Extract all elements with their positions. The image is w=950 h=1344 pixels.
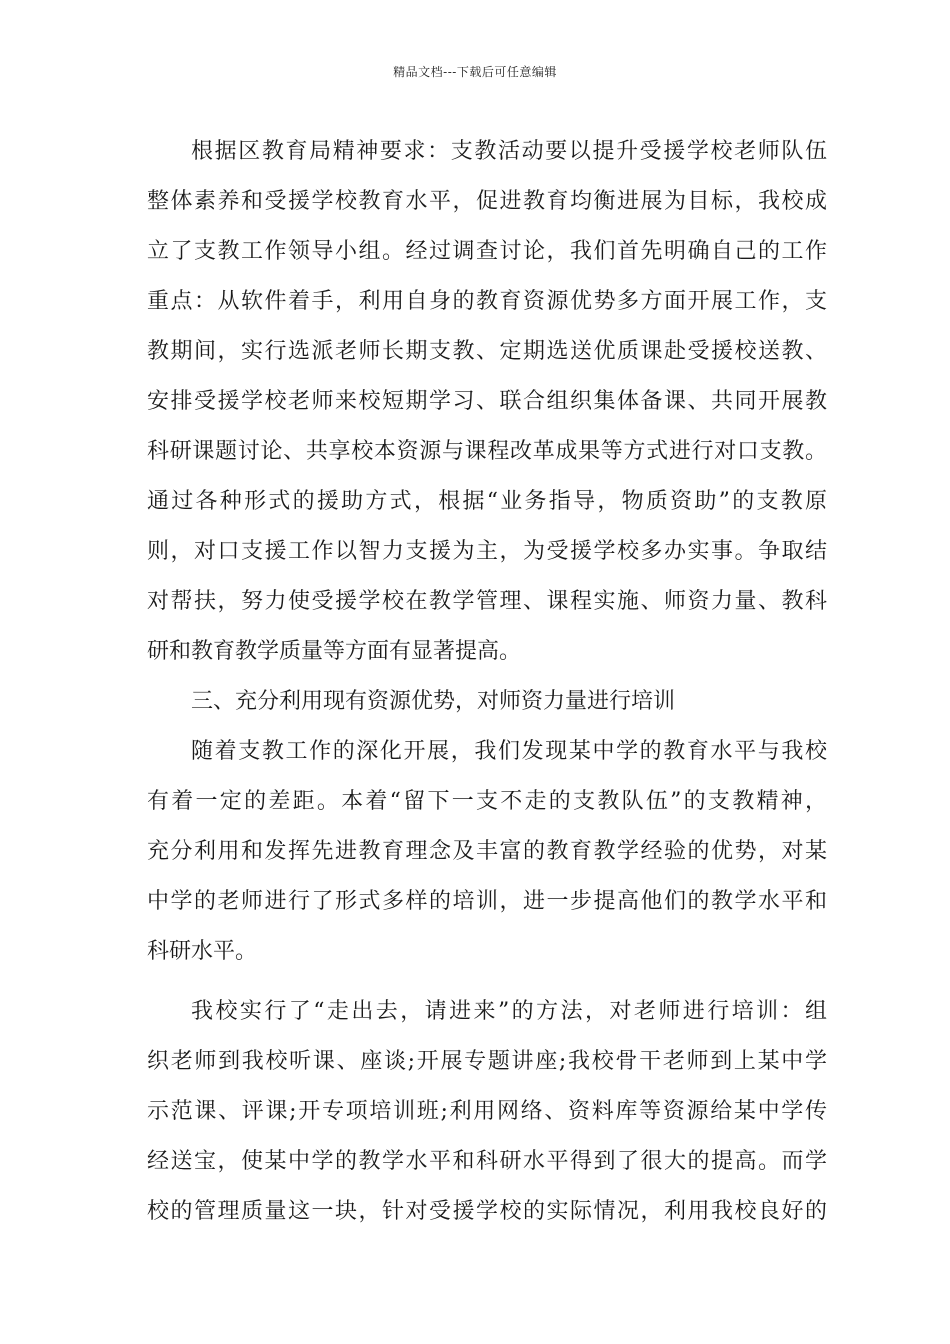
text-line: 我校实行了“走出去，请进来”的方法，对老师进行培训：组 [191, 999, 827, 1024]
text-line: 织老师到我校听课、座谈;开展专题讲座;我校骨干老师到上某中学 [147, 1049, 827, 1074]
text-line: 整体素养和受援学校教育水平，促进教育均衡进展为目标，我校成 [147, 189, 827, 214]
section-heading: 三、充分利用现有资源优势，对师资力量进行培训 [191, 689, 676, 714]
text-line: 经送宝，使某中学的教学水平和科研水平得到了很大的提高。而学 [147, 1149, 827, 1174]
text-line: 重点：从软件着手，利用自身的教育资源优势多方面开展工作，支 [147, 289, 827, 314]
text-line: 中学的老师进行了形式多样的培训，进一步提高他们的教学水平和 [147, 889, 827, 914]
text-line: 科研课题讨论、共享校本资源与课程改革成果等方式进行对口支教。 [147, 439, 827, 464]
text-line: 对帮扶，努力使受援学校在教学管理、课程实施、师资力量、教科 [147, 589, 827, 614]
text-line: 示范课、评课;开专项培训班;利用网络、资料库等资源给某中学传 [147, 1099, 827, 1124]
text-line: 立了支教工作领导小组。经过调查讨论，我们首先明确自己的工作 [147, 239, 827, 264]
text-line: 充分利用和发挥先进教育理念及丰富的教育教学经验的优势，对某 [147, 839, 827, 864]
text-line: 根据区教育局精神要求：支教活动要以提升受援学校老师队伍 [191, 139, 827, 164]
text-line: 教期间，实行选派老师长期支教、定期选送优质课赴受援校送教、 [147, 339, 827, 364]
text-line: 科研水平。 [147, 939, 258, 964]
paragraph-gap [147, 977, 827, 987]
document-body [147, 127, 827, 1237]
text-line: 则，对口支援工作以智力支援为主，为受援学校多办实事。争取结 [147, 539, 827, 564]
text-line: 研和教育教学质量等方面有显著提高。 [147, 639, 522, 664]
text-line: 校的管理质量这一块，针对受援学校的实际情况，利用我校良好的 [147, 1199, 827, 1224]
text-line: 安排受援学校老师来校短期学习、联合组织集体备课、共同开展教 [147, 389, 827, 414]
text-line: 有着一定的差距。本着“留下一支不走的支教队伍”的支教精神， [147, 789, 827, 814]
text-line: 随着支教工作的深化开展，我们发现某中学的教育水平与我校 [191, 739, 827, 764]
page-header: 精品文档---下载后可任意编辑 [393, 65, 557, 79]
text-line: 通过各种形式的援助方式，根据“业务指导，物质资助”的支教原 [147, 489, 827, 514]
